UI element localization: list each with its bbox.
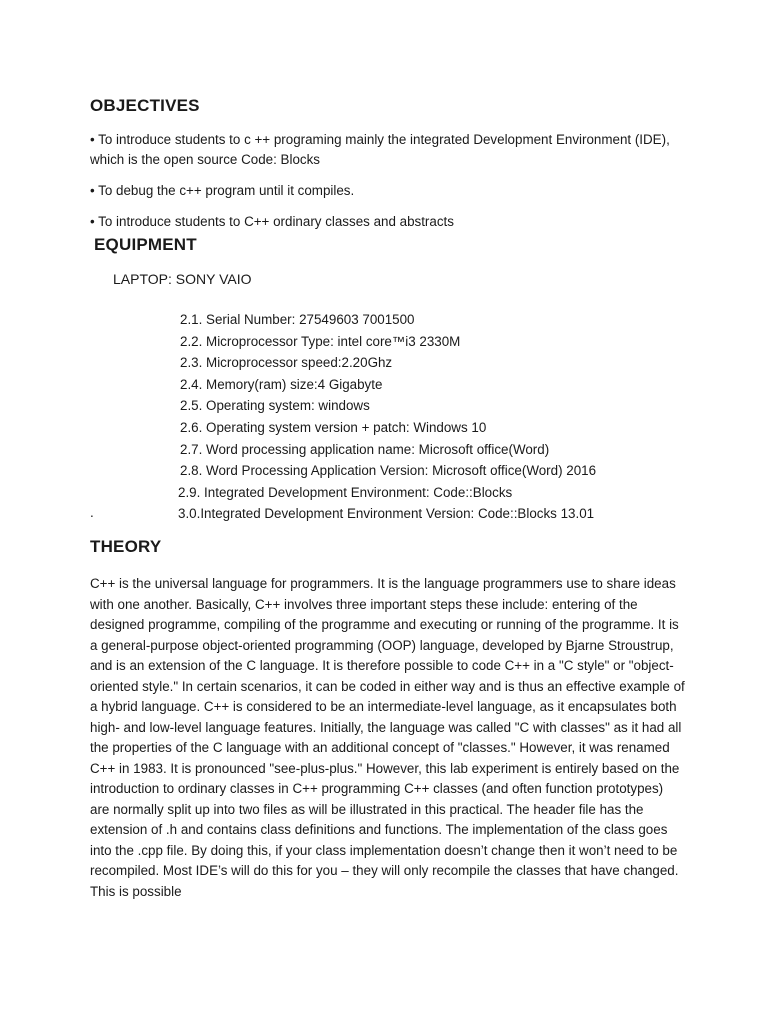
spec-item: 2.6. Operating system version + patch: Windows 10 <box>180 419 487 435</box>
objective-bullet-1: • To introduce students to c ++ programing mainly the integrated Development Environment (IDE), which is the open source Code: Blocks <box>90 132 670 167</box>
spec-item: 2.5. Operating system: windows <box>180 398 370 414</box>
spec-item: 2.9. Integrated Development Environment: Code::Blocks <box>178 484 513 500</box>
spec-item: 2.3. Microprocessor speed:2.20Ghz <box>180 355 393 371</box>
stray-dot: . <box>90 505 94 520</box>
spec-item: 3.0.Integrated Development Environment Version: Code::Blocks 13.01 <box>178 506 595 522</box>
objective-bullet-2: • To debug the c++ program until it compiles. <box>90 183 355 198</box>
spec-item: 2.4. Memory(ram) size:4 Gigabyte <box>180 376 383 392</box>
objective-bullet-3: • To introduce students to C++ ordinary classes and abstracts <box>90 214 454 229</box>
spec-item: 2.7. Word processing application name: Microsoft office(Word) <box>180 441 550 457</box>
laptop-label: LAPTOP: SONY VAIO <box>113 271 252 287</box>
theory-heading: THEORY <box>90 537 162 556</box>
equipment-heading: EQUIPMENT <box>94 235 197 254</box>
theory-paragraph: C++ is the universal language for programmers. It is the language programmers use to share ideas with one another. Basically, C++ involves three important steps these include: entering of the designed programme, compiling of the programme and executing or running of the programme. It is a general-purpose object-oriented programming (OOP) language, developed by Bjarne Stroustrup, and is an extension of the C language. It is therefore possible to code C++ in a "C style" or "object-oriented style." In certain scenarios, it can be coded in either way and is thus an effective example of a hybrid language. C++ is considered to be an intermediate-level language, as it encapsulates both high- and low-level language features. Initially, the language was called "C with classes" as it had all the properties of the C language with an additional concept of "classes." However, it was renamed C++ in 1983. It is pronounced "see-plus-plus." However, this lab experiment is entirely based on the introduction to ordinary classes in C++ programming C++ classes (and often function prototypes) are normally split up into two files as will be illustrated in this practical. The header file has the extension of .h and contains class definitions and functions. The implementation of the class goes into the .cpp file. By doing this, if your class implementation doesn’t change then it won’t need to be recompiled. Most IDE’s will do this for you – they will only recompile the classes that have changed. This is possible <box>90 576 685 899</box>
spec-item: 2.8. Word Processing Application Version: Microsoft office(Word) 2016 <box>180 463 597 479</box>
spec-item: 2.2. Microprocessor Type: intel core™i3 2330M <box>180 333 461 349</box>
spec-item: 2.1. Serial Number: 27549603 7001500 <box>180 312 415 327</box>
objectives-heading: OBJECTIVES <box>90 96 200 115</box>
equipment-spec-list <box>180 309 596 525</box>
